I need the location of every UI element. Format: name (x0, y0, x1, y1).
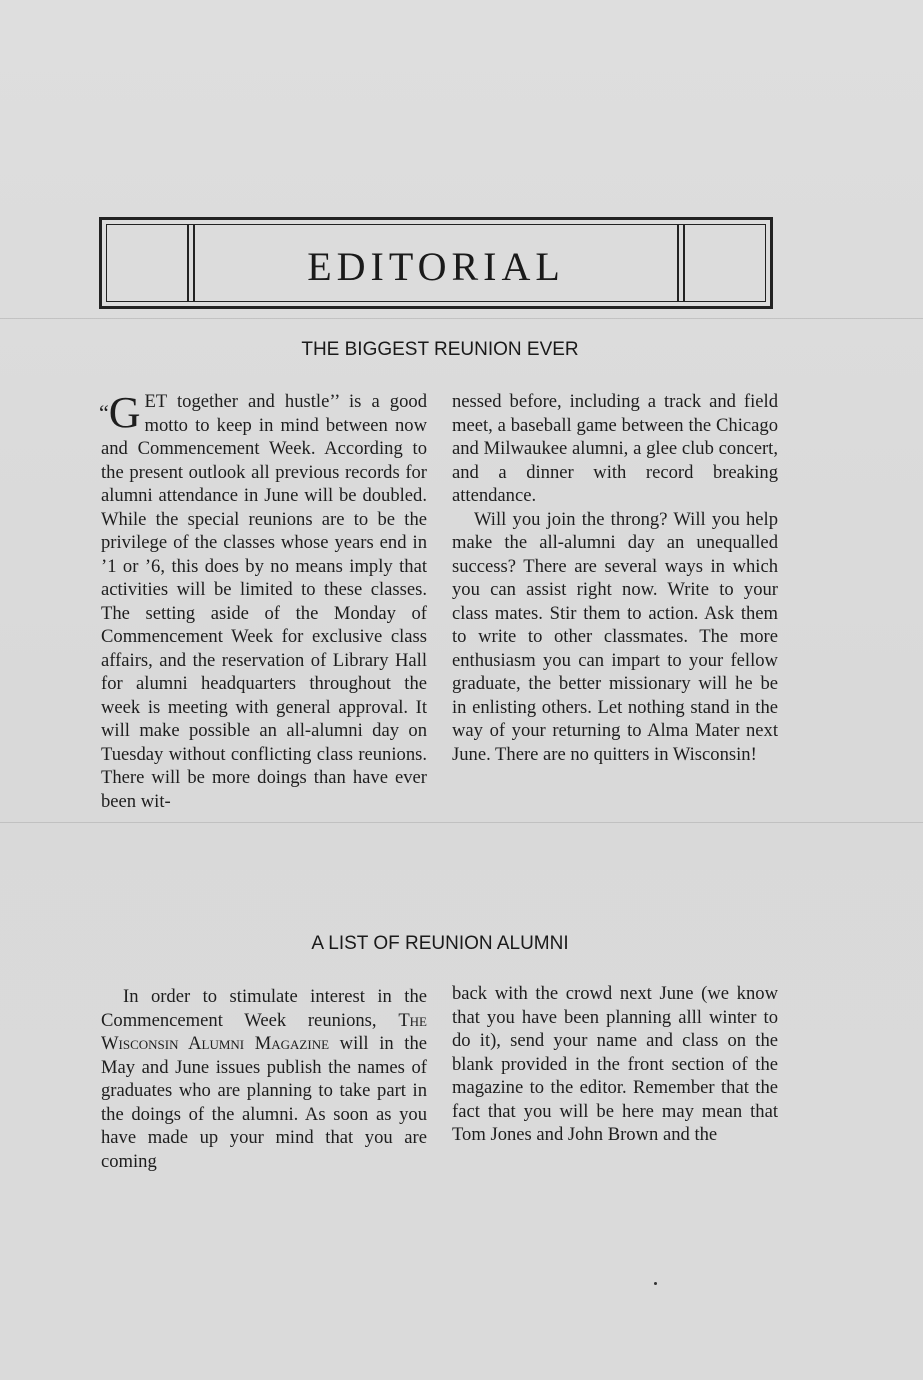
article2-left-text-after: will in the May and June issues publish the names of graduates who are planning to take part in the doings of the alumni. As soon as you have made up your mind that you are coming (101, 1033, 428, 1172)
fold-line-middle (0, 822, 923, 823)
article1-right-paragraph-2: Will you join the throng? Will you help make the all-alumni day an unequalled success? There are several ways in which you can assist right now. Write to your class mates. Stir them to action. Ask them to write to other classmates. The more enthusiasm you can impart to your fellow graduate, the better missionary will he be in enlisting others. Let nothing stand in the way of your returning to Alma Mater next June. There are no quitters in Wisconsin! (452, 508, 778, 765)
article2-left-text-before: In order to stimulate interest in the Commencement Week reunions, (101, 986, 427, 1031)
article2-heading: A LIST OF REUNION ALUMNI (311, 933, 569, 954)
dropcap (99, 388, 141, 437)
article1-left-text: ET together and hustle’’ is a good motto to keep in mind between now and Commencement Week. According to the present outlook all previous records for alumni attendance in June will be doubled. While the special reunions are to be the privilege of the classes whose years end in ’1 or ’6, this does by no means imply that activities will be limited to these classes. The setting aside of the Monday of Commencement Week for exclusive class affairs, and the reservation of Library Hall for alumni headquarters throughout the week is meeting with general approval. It will make possible an all-alumni day on Tuesday without conflicting class reunions. There will be more doings than have ever been wit- (101, 391, 427, 812)
editorial-header-inner-frame (106, 224, 766, 302)
article1-right-column (452, 390, 778, 766)
article1-heading: THE BIGGEST REUNION EVER (301, 339, 579, 360)
dropcap-letter: G (108, 388, 141, 437)
article2-left-paragraph (101, 985, 427, 1173)
article1-right-paragraph-1: nessed before, including a track and field meet, a baseball game between the Chicago and Milwaukee alumni, a glee club concert, and a dinner with record breaking attendance. (452, 391, 778, 506)
paper-speck (654, 1282, 657, 1285)
article2-right-column (452, 982, 778, 1147)
dropcap-quote: “ (99, 400, 109, 425)
article2-left-column (101, 985, 427, 1173)
editorial-title: EDITORIAL (307, 244, 565, 289)
editorial-header-box (99, 217, 773, 309)
article2-right-paragraph: back with the crowd next June (we know that you have been planning alll winter to do it), send your name and class on the blank provided in the front section of the magazine to the editor. Remember that the fact that you will be here may mean that Tom Jones and John Brown and the (452, 983, 778, 1145)
magazine-name: The Wisconsin Alumni Magazine (101, 1009, 427, 1054)
fold-line-top (0, 318, 923, 319)
article1-left-column (101, 390, 427, 813)
article1-left-paragraph (101, 390, 427, 813)
